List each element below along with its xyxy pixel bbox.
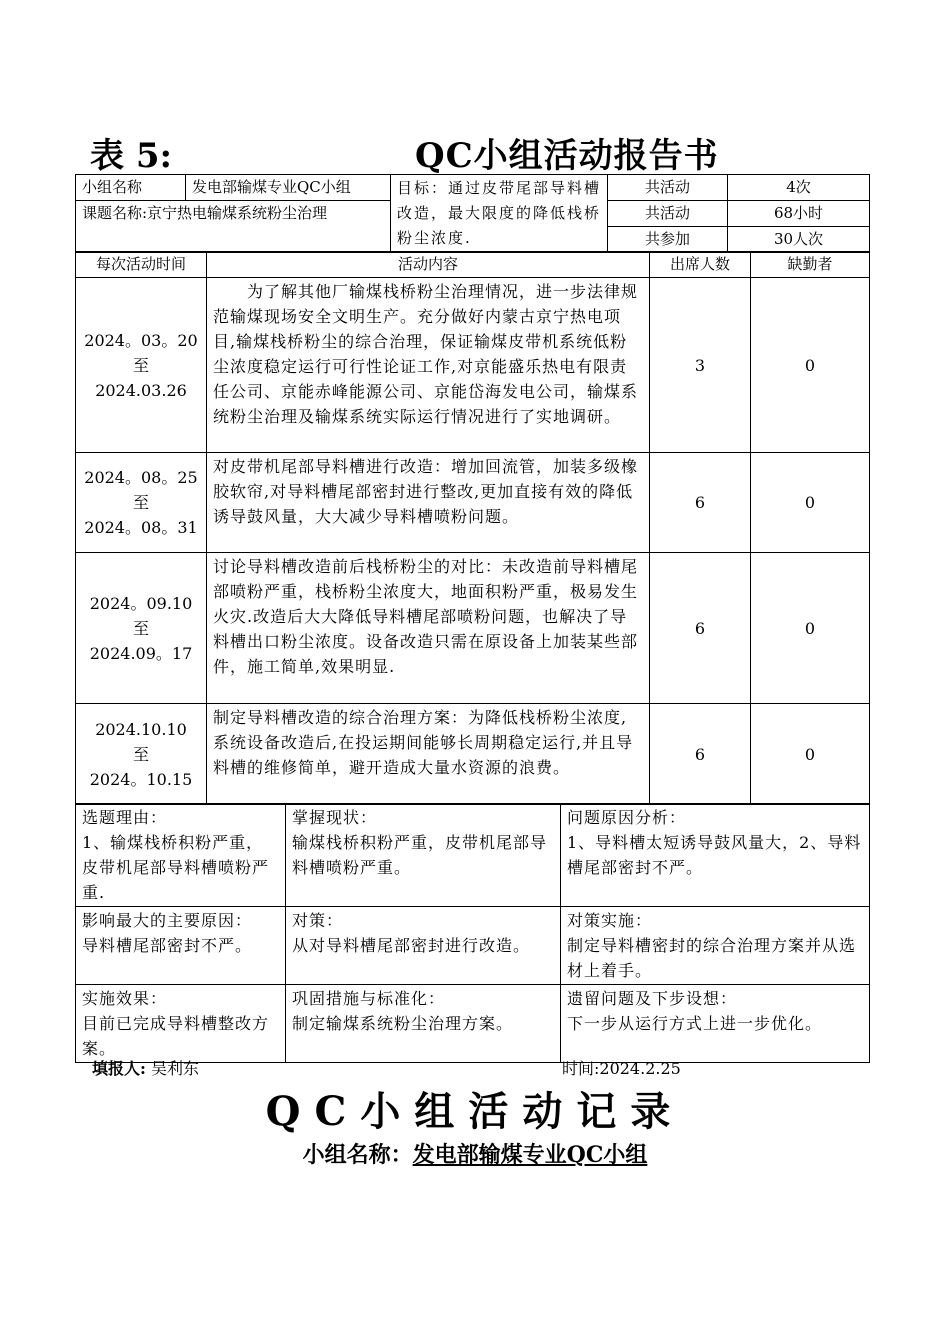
activity-row (76, 704, 870, 805)
cell-text: 目前已完成导料槽整改方案。 (82, 1014, 270, 1058)
activity-date (76, 278, 207, 453)
absent-count: 0 (751, 704, 870, 805)
attendance-count: 6 (650, 704, 751, 805)
date-to: 至 (132, 744, 149, 764)
record-group-value: 发电部输煤专业QC小组 (412, 1142, 648, 1168)
activity-date (76, 704, 207, 805)
status-cell (286, 804, 561, 907)
main-cause-cell (76, 907, 286, 985)
cell-label: 巩固措施与标准化： (292, 989, 446, 1008)
absent-count: 0 (751, 278, 870, 453)
cell-label: 选题理由： (82, 808, 168, 827)
date-to: 至 (132, 493, 149, 512)
stat-label: 共参加 (608, 227, 728, 253)
table-label: 表 5: (90, 136, 173, 176)
record-group-label: 小组名称： (302, 1142, 413, 1168)
topic-text: 课题名称:京宁热电输煤系统粉尘治理 (76, 201, 391, 253)
activity-row (76, 553, 870, 704)
standardization-cell (286, 985, 561, 1063)
activity-row (76, 278, 870, 453)
cell-label: 掌握现状： (292, 808, 378, 827)
goal-text: 目标：通过皮带尾部导料槽改造，最大限度的降低栈桥粉尘浓度. (391, 175, 608, 253)
cell-label: 对策： (292, 911, 344, 930)
date-end: 2024.09。17 (89, 643, 193, 663)
next-steps-cell (561, 985, 870, 1063)
reason-cell (76, 804, 286, 907)
activity-content: 制定导料槽改造的综合治理方案：为降低栈桥粉尘浓度,系统设备改造后,在投运期间能够长周期稳定运行,并且导料槽的维修简单，避开造成大量水资源的浪费。 (207, 704, 650, 805)
header-time: 每次活动时间 (76, 252, 207, 278)
cell-label: 影响最大的主要原因： (82, 911, 253, 930)
cell-text: 制定输煤系统粉尘治理方案。 (292, 1014, 514, 1033)
reporter-label: 填报人: (92, 1059, 146, 1078)
report-footer (92, 1056, 792, 1078)
date-start: 2024。08。25 (84, 468, 198, 487)
date-to: 至 (132, 355, 149, 375)
activity-table (75, 251, 870, 805)
activity-content: 为了解其他厂输煤栈桥粉尘治理情况，进一步法律规范输煤现场安全文明生产。充分做好内蒙古京宁热电项目,输煤栈桥粉尘的综合治理，保证输煤皮带机系统低粉尘浓度稳定运行可行性论证工作,对京能盛乐热电有限责任公司、京能赤峰能源公司、京能岱海发电公司，输煤系统粉尘治理及输煤系统实际运行情况进行了实地调研。 (207, 278, 650, 453)
header-attendance: 出席人数 (650, 252, 751, 278)
attendance-count: 3 (650, 278, 751, 453)
stat-value: 4次 (728, 175, 870, 201)
cell-text: 下一步从运行方式上进一步优化。 (567, 1014, 823, 1033)
cell-label: 对策实施： (567, 911, 653, 930)
stat-value: 68小时 (728, 201, 870, 227)
absent-count: 0 (751, 453, 870, 553)
reporter (92, 1056, 199, 1079)
record-title: QC小组活动记录 (265, 1088, 685, 1135)
header-absent: 缺勤者 (751, 252, 870, 278)
header-content: 活动内容 (207, 252, 650, 278)
attendance-count: 6 (650, 453, 751, 553)
date-end: 2024.03.26 (95, 380, 187, 400)
summary-table (75, 174, 870, 253)
cell-text: 从对导料槽尾部密封进行改造。 (292, 936, 531, 955)
activity-content: 对皮带机尾部导料槽进行改造：增加回流管，加装多级橡胶软帘,对导料槽尾部密封进行整改,更加直接有效的降低诱导鼓风量，大大减少导料槽喷粉问题。 (207, 453, 650, 553)
cell-text: 制定导料槽密封的综合治理方案并从选材上着手。 (567, 936, 857, 980)
date-end: 2024。10.15 (89, 769, 193, 789)
countermeasure-cell (286, 907, 561, 985)
absent-count: 0 (751, 553, 870, 704)
date-to: 至 (132, 618, 149, 638)
report-title-row (90, 128, 870, 176)
cell-label: 实施效果： (82, 989, 168, 1008)
stat-value: 30人次 (728, 227, 870, 253)
activity-date (76, 553, 207, 704)
cell-label: 问题原因分析： (567, 808, 687, 827)
attendance-count: 6 (650, 553, 751, 704)
group-name-label: 小组名称 (76, 175, 186, 201)
date-start: 2024。09.10 (89, 593, 193, 613)
report-time: 时间:2024.2.25 (562, 1059, 681, 1078)
date-start: 2024。03。20 (84, 330, 198, 350)
activity-content: 讨论导料槽改造前后栈桥粉尘的对比：未改造前导料槽尾部喷粉严重，栈桥粉尘浓度大，地面积粉严重，极易发生火灾.改造后大大降低导料槽尾部喷粉问题，也解决了导料槽出口粉尘浓度。设备改造只需在原设备上加装某些部件，施工简单,效果明显. (207, 553, 650, 704)
stat-label: 共活动 (608, 175, 728, 201)
report-title: QC小组活动报告书 (415, 136, 719, 176)
activity-row (76, 453, 870, 553)
analysis-table (75, 803, 870, 1063)
record-group-line (0, 1138, 950, 1169)
group-name-value: 发电部输煤专业QC小组 (186, 175, 391, 201)
cell-text: 1、输煤栈桥积粉严重，皮带机尾部导料槽喷粉严重. (82, 833, 270, 902)
reporter-name: 吴利东 (151, 1059, 200, 1078)
date-end: 2024。08。31 (84, 518, 198, 537)
stat-label: 共活动 (608, 201, 728, 227)
cell-text: 输煤栈桥积粉严重，皮带机尾部导料槽喷粉严重。 (292, 833, 548, 877)
cell-label: 遗留问题及下步设想： (567, 989, 738, 1008)
cell-text: 导料槽尾部密封不严。 (82, 936, 253, 955)
date-start: 2024.10.10 (95, 719, 187, 739)
cell-text: 1、导料槽太短诱导鼓风量大，2、导料槽尾部密封不严。 (567, 833, 862, 877)
effect-cell (76, 985, 286, 1063)
activity-date (76, 453, 207, 553)
implementation-cell (561, 907, 870, 985)
cause-analysis-cell (561, 804, 870, 907)
